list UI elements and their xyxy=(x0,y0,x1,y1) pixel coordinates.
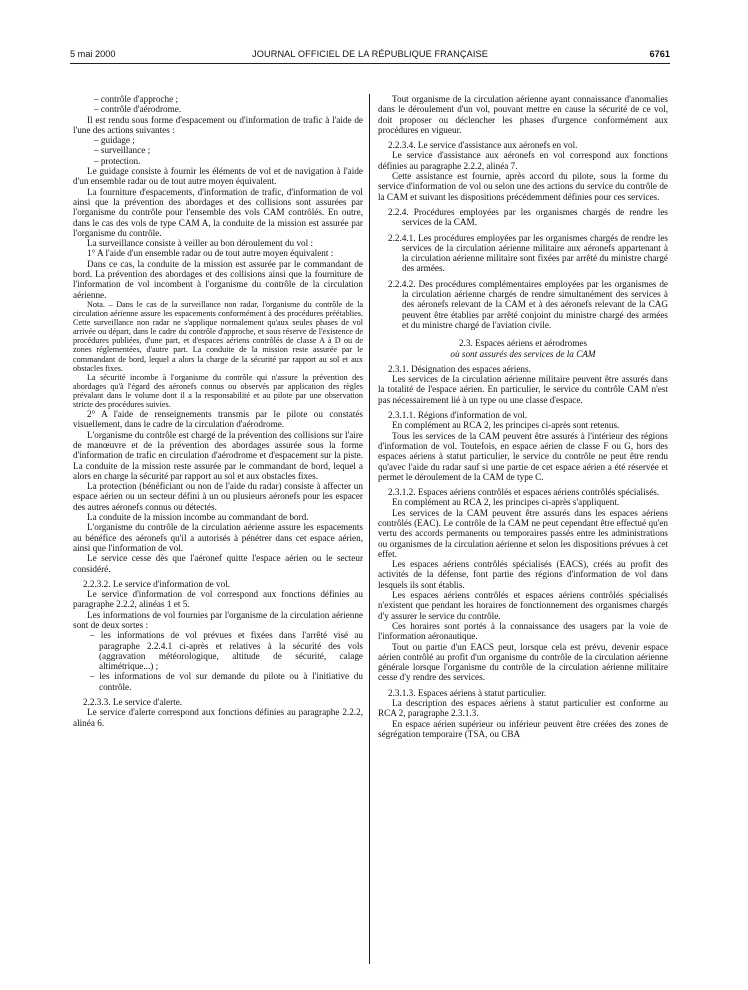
header-date: 5 mai 2000 xyxy=(70,49,116,59)
paragraph: Cette assistance est fournie, après accord du pilote, sous la forme du service d'information de vol ou selon une des actions du service du contrôle de la CAM et suivant les dispositions précédemment définies pour ces services. xyxy=(378,171,668,202)
subsection-heading: 2.3.1.3. Espaces aériens à statut particulier. xyxy=(388,687,547,698)
page-header xyxy=(70,47,670,61)
subsection-heading: 2.3.1.2. Espaces aériens contrôlés et espaces aériens contrôlés spécialisés. xyxy=(388,487,660,498)
paragraph: Le service d'information de vol correspond aux fonctions définies au paragraphe 2.2.2, alinéas 1 et 5. xyxy=(73,589,363,610)
right-column xyxy=(378,94,668,739)
subsection-heading: 2.2.4.1. Les procédures employées par les organismes chargés de rendre les services de la circulation aérienne militaire aux aéronefs appartenant à la circulation aérienne militaire sont fixées par arrêté du ministre chargé des armées. xyxy=(388,232,668,274)
subsection-heading: 2.2.3.2. Le service d'information de vol. xyxy=(83,578,231,589)
paragraph: La fourniture d'espacements, d'information de trafic, d'information de vol ainsi que la prévention des abordages et des collisions sont assurées par l'organisme du contrôle pour l'ensemble des vols CAM contrôlés. En outre, dans le cas des vols de type CAM A, la conduite de la mission est assurée par l'organisme du contrôle. xyxy=(73,186,363,238)
subsection-heading: 2.3.1. Désignation des espaces aériens. xyxy=(388,363,531,374)
paragraph: Le service cesse dès que l'aéronef quitte l'espace aérien ou le secteur considéré. xyxy=(73,553,363,574)
paragraph: En complément au RCA 2, les principes ci-après sont retenus. xyxy=(392,420,620,431)
subsection-heading: 2.2.4.2. Des procédures complémentaires employées par les organismes de la circulation aérienne chargés de rendre simultanément des services à des aéronefs relevant de la CAM et à des aéronefs relevant de la CAG peuvent être établies par arrêté conjoint du ministre chargé des armées et du ministre chargé de l'aviation civile. xyxy=(388,278,668,330)
subsection-heading: 2.2.4. Procédures employées par les organismes chargés de rendre les services de la CAM. xyxy=(388,206,668,228)
list-item: – surveillance ; xyxy=(94,145,151,156)
paragraph: Les espaces aériens contrôlés et espaces aériens contrôlés spécialisés n'existent que pendant les horaires de fonctionnement des organismes chargés d'y assurer le service du contrôle. xyxy=(378,590,668,621)
list-item: – les informations de vol sur demande du pilote ou à l'initiative du contrôle. xyxy=(90,671,363,692)
paragraph: 1° A l'aide d'un ensemble radar ou de tout autre moyen équivalent : xyxy=(87,248,334,259)
paragraph: En espace aérien supérieur ou inférieur peuvent être créées des zones de ségrégation temporaire (TSA, ou CBA xyxy=(378,718,668,739)
paragraph: En complément au RCA 2, les principes ci-après s'appliquent. xyxy=(392,497,620,508)
paragraph: Il est rendu sous forme d'espacement ou d'information de trafic à l'aide de l'une des actions suivantes : xyxy=(73,114,363,135)
note-paragraph: Nota. – Dans le cas de la surveillance non radar, l'organisme du contrôle de la circulation aérienne assure les espacements conformément à des procédures préétablies. Cette surveillance non radar ne s'applique normalement qu'aux seules phases de vol arrivée ou départ, dans le cadre du contrôle d'approche, et sous réserve de l'existence de procédures publiées, d'une part, et d'espaces aériens contrôlés de classe A à D ou de zones réglementées, d'autre part. La conduite de la mission reste assurée par le commandant de bord, lequel a alors la charge de la sécurité par rapport au sol et aux obstacles fixes. xyxy=(73,299,363,373)
paragraph: 2° A l'aide de renseignements transmis par le pilote ou constatés visuellement, dans le cadre de la circulation d'aérodrome. xyxy=(73,409,363,430)
paragraph: La surveillance consiste à veiller au bon déroulement du vol : xyxy=(87,238,314,249)
list-item: – les informations de vol prévues et fixées dans l'arrêté visé au paragraphe 2.2.4.1 ci-après et relatives à la sécurité des vols (aggravation météorologique, altitude de sécurité, calage altimétrique...) ; xyxy=(90,630,363,672)
list-item: – contrôle d'approche ; xyxy=(94,94,179,104)
subsection-heading: 2.2.3.3. Le service d'alerte. xyxy=(83,697,183,708)
list-item: – protection. xyxy=(94,155,141,166)
section-heading-line: où sont assurés des services de la CAM xyxy=(450,348,596,359)
list-item: – contrôle d'aérodrome. xyxy=(94,104,182,115)
paragraph: Le guidage consiste à fournir les éléments de vol et de navigation à l'aide d'un ensemble radar ou de tout autre moyen équivalent. xyxy=(73,166,363,187)
paragraph: La conduite de la mission incombe au commandant de bord. xyxy=(87,512,309,523)
paragraph: Le service d'assistance aux aéronefs en vol correspond aux fonctions définies au paragraphe 2.2.2, alinéa 7. xyxy=(378,150,668,171)
paragraph: Les services de la circulation aérienne militaire peuvent être assurés dans la totalité de l'espace aérien. En particulier, le service du contrôle CAM n'est pas nécessairement lié à un type ou une classe d'espace. xyxy=(378,374,668,405)
paragraph: Ces horaires sont portés à la connaissance des usagers par la voie de l'information aéronautique. xyxy=(378,620,668,642)
column-divider xyxy=(369,94,370,964)
paragraph: L'organisme du contrôle est chargé de la prévention des collisions sur l'aire de manœuvre et de la prévention des abordages assurée sous la forme d'information de trafic en circulation d'aérodrome et d'espacement sur la piste. La conduite de la mission reste assurée par le commandant de bord, lequel a alors en charge la sécurité par rapport au sol et aux obstacles fixes. xyxy=(73,429,363,481)
paragraph: La protection (bénéficiant ou non de l'aide du radar) consiste à affecter un espace aérien ou un secteur défini à un ou plusieurs aéronefs pour les espacer des autres aéronefs connus ou détectés. xyxy=(73,481,363,512)
header-rule xyxy=(70,63,670,64)
list-item: – guidage ; xyxy=(94,135,135,146)
note-paragraph: La sécurité incombe à l'organisme du contrôle qui n'assure la prévention des abordages qu'à l'égard des aéronefs connus ou observés par application des règles prévalant dans le volume dont il a la responsabilité et au pilote par une observation stricte des procédures suivies. xyxy=(73,372,363,409)
left-column xyxy=(73,94,363,728)
paragraph: Dans ce cas, la conduite de la mission est assurée par le commandant de bord. La prévention des abordages et des collisions ainsi que la fourniture de l'information de vol incombent à l'organisme du contrôle de la circulation aérienne. xyxy=(73,258,363,300)
paragraph: Les informations de vol fournies par l'organisme de la circulation aérienne sont de deux sortes : xyxy=(73,609,363,630)
paragraph: Les services de la CAM peuvent être assurés dans les espaces aériens contrôlés (EAC). Le contrôle de la CAM ne peut cependant être effectué qu'en vertu des accords permanents ou temporaires passés entre les administrations ou organismes de la circulation aérienne et selon les dispositions prévues à cet effet. xyxy=(378,507,668,559)
subsection-heading: 2.2.3.4. Le service d'assistance aux aéronefs en vol. xyxy=(388,140,578,151)
paragraph: Les espaces aériens contrôlés spécialisés (EACS), créés au profit des activités de la défense, font partie des régions d'information de vol dans lesquels ils sont établis. xyxy=(378,559,668,590)
paragraph: Le service d'alerte correspond aux fonctions définies au paragraphe 2.2.2, alinéa 6. xyxy=(73,707,363,728)
paragraph: Tous les services de la CAM peuvent être assurés à l'intérieur des régions d'information de vol. Toutefois, en espace aérien de classe F ou G, hors des espaces aériens à statut particulier, le service du contrôle ne peut être rendu qu'avec l'aide du radar sauf si une partie de cet espace aérien a été réservée et permet le déroulement de la CAM de type C. xyxy=(378,430,668,482)
paragraph: Tout organisme de la circulation aérienne ayant connaissance d'anomalies dans le déroulement d'un vol, pouvant mettre en cause la sécurité de ce vol, doit proposer ou déclencher les phases d'urgence conformément aux procédures en vigueur. xyxy=(378,94,668,135)
subsection-heading: 2.3.1.1. Régions d'information de vol. xyxy=(388,410,528,421)
journal-title: JOURNAL OFFICIEL DE LA RÉPUBLIQUE FRANÇAISE xyxy=(252,49,488,59)
paragraph: Tout ou partie d'un EACS peut, lorsque cela est prévu, devenir espace aérien contrôlé au profit d'un organisme du contrôle de la circulation aérienne générale lorsque l'organisme du contrôle de la circulation aérienne militaire cesse d'y rendre des services. xyxy=(378,641,668,683)
section-heading xyxy=(378,338,668,359)
section-heading-line: 2.3. Espaces aériens et aérodromes xyxy=(458,338,588,349)
paragraph: L'organisme du contrôle de la circulation aérienne assure les espacements au bénéfice des aéronefs qu'il a autorisés à pénétrer dans cet espace aérien, ainsi que l'information de vol. xyxy=(73,522,363,553)
paragraph: La description des espaces aériens à statut particulier est conforme au RCA 2, paragraphe 2.3.1.3. xyxy=(378,698,668,719)
page-number: 6761 xyxy=(649,49,670,59)
